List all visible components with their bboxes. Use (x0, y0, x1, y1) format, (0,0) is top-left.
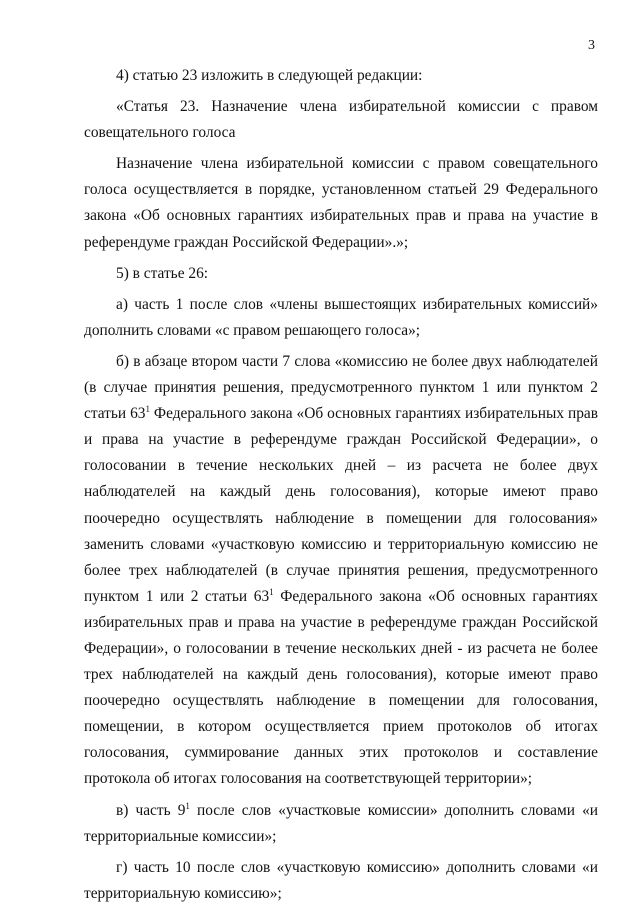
paragraph-text: Федерального закона «Об основных гарантиях избирательных прав и права на участие в референдуме граждан Российской Федерации», о голосовании в течение нескольких дней - из расчета не более трех наблюдателей на каждый день голосования), которые имеют право поочередно осуществлять наблюдение в помещении для голосования, помещении, в котором осуществляется прием протоколов об итогах голосования, суммирование данных этих протоколов и составление протокола об итогах голосования на соответствующей территории»; (84, 587, 598, 788)
paragraph-item-5a (84, 292, 598, 344)
document-body (84, 63, 598, 907)
paragraph-item-5b (84, 349, 598, 793)
paragraph-text: в) часть 9 (116, 801, 186, 819)
paragraph-item-5 (84, 261, 598, 287)
superscript: 1 (185, 800, 190, 811)
page-number: 3 (588, 38, 595, 53)
paragraph-text: б) в абзаце втором части 7 слова «комиссию не более двух наблюдателей (в случае принятия решения, предусмотренного пунктом 1 или пунктом 2 статьи 63 (84, 352, 598, 423)
paragraph-text: 4) статью 23 изложить в следующей редакции: (116, 67, 423, 84)
paragraph-text: после слов «участковые комиссии» дополнить словами «и территориальные комиссии»; (84, 801, 599, 845)
superscript: 1 (145, 404, 150, 415)
superscript: 1 (269, 586, 274, 597)
paragraph-text: 5) в статье 26: (116, 264, 209, 282)
paragraph-item-4 (84, 63, 598, 89)
paragraph-text: Назначение члена избирательной комиссии с правом совещательного голоса осуществляется в порядке, установленном статьей 29 Федерального закона «Об основных гарантиях избирательных прав и права на участие в референдуме граждан Российской Федерации».»; (84, 155, 598, 251)
paragraph-item-5g (84, 855, 598, 907)
paragraph-item-5v (84, 798, 598, 850)
paragraph-text: г) часть 10 после слов «участковую комиссию» дополнить словами «и территориальную комиссию»; (84, 858, 598, 902)
paragraph-text: «Статья 23. Назначение члена избирательной комиссии с правом совещательного голоса (84, 98, 598, 142)
paragraph-article-23-body (84, 151, 598, 255)
paragraph-text: а) часть 1 после слов «члены вышестоящих избирательных комиссий» дополнить словами «с правом решающего голоса»; (84, 295, 598, 339)
paragraph-article-23-heading (84, 94, 598, 146)
paragraph-text: Федерального закона «Об основных гарантиях избирательных прав и права на участие в референдуме граждан Российской Федерации», о голосовании в течение нескольких дней – из расчета не более двух наблюдателей на каждый день голосования), которые имеют право поочередно осуществлять наблюдение в помещении для голосования» заменить словами «участковую комиссию и территориальную комиссию не более трех наблюдателей (в случае принятия решения, предусмотренного пунктом 1 или 2 статьи 63 (84, 405, 598, 605)
